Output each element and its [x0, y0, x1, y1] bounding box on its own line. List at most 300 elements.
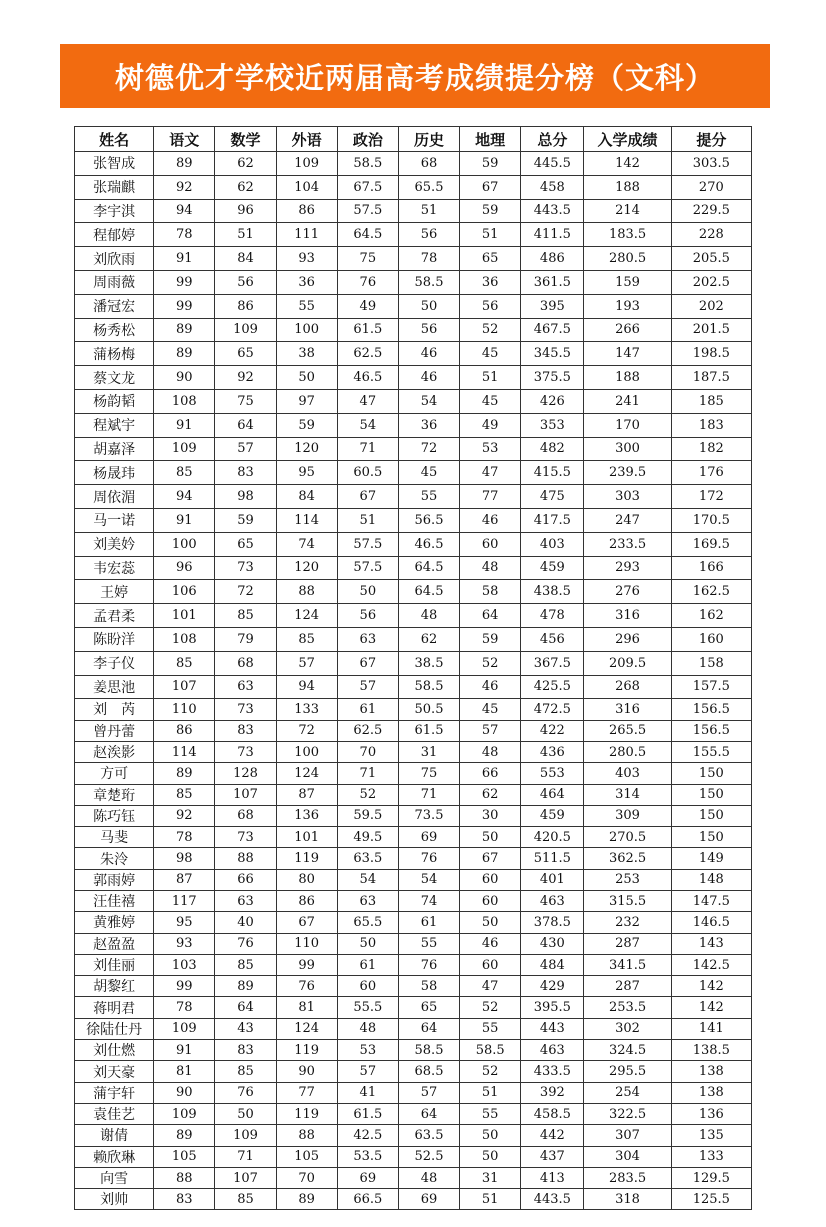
cell-entry-score: 188	[584, 366, 671, 390]
cell-politics: 63	[337, 891, 398, 912]
cell-math: 50	[215, 1103, 276, 1124]
table-row	[75, 1189, 752, 1210]
cell-foreign-language: 111	[276, 223, 337, 247]
cell-geography: 52	[460, 318, 521, 342]
cell-foreign-language: 133	[276, 699, 337, 720]
cell-history: 68.5	[398, 1061, 459, 1082]
cell-politics: 53	[337, 1040, 398, 1061]
cell-entry-score: 268	[584, 675, 671, 699]
cell-chinese: 99	[154, 976, 215, 997]
cell-foreign-language: 109	[276, 152, 337, 176]
cell-name: 刘天豪	[75, 1061, 154, 1082]
cell-history: 61.5	[398, 720, 459, 741]
cell-entry-score: 147	[584, 342, 671, 366]
cell-geography: 52	[460, 651, 521, 675]
cell-math: 71	[215, 1146, 276, 1167]
cell-improvement: 205.5	[671, 247, 751, 271]
cell-math: 76	[215, 1082, 276, 1103]
cell-foreign-language: 104	[276, 175, 337, 199]
cell-total: 463	[521, 891, 584, 912]
table-row	[75, 366, 752, 390]
cell-total: 430	[521, 933, 584, 954]
cell-total: 422	[521, 720, 584, 741]
cell-improvement: 135	[671, 1125, 751, 1146]
cell-entry-score: 239.5	[584, 461, 671, 485]
cell-chinese: 91	[154, 413, 215, 437]
cell-total: 445.5	[521, 152, 584, 176]
cell-improvement: 142	[671, 976, 751, 997]
cell-history: 64.5	[398, 556, 459, 580]
cell-name: 刘欣雨	[75, 247, 154, 271]
cell-foreign-language: 120	[276, 556, 337, 580]
cell-chinese: 99	[154, 270, 215, 294]
cell-improvement: 169.5	[671, 532, 751, 556]
table-row	[75, 1146, 752, 1167]
cell-math: 73	[215, 556, 276, 580]
cell-improvement: 198.5	[671, 342, 751, 366]
cell-name: 程斌宇	[75, 413, 154, 437]
cell-foreign-language: 50	[276, 366, 337, 390]
table-row	[75, 294, 752, 318]
cell-math: 56	[215, 270, 276, 294]
cell-entry-score: 322.5	[584, 1103, 671, 1124]
cell-total: 459	[521, 805, 584, 826]
cell-politics: 41	[337, 1082, 398, 1103]
cell-history: 72	[398, 437, 459, 461]
score-table	[74, 126, 752, 1210]
cell-total: 433.5	[521, 1061, 584, 1082]
cell-improvement: 270	[671, 175, 751, 199]
cell-math: 64	[215, 413, 276, 437]
table-row	[75, 389, 752, 413]
cell-improvement: 138.5	[671, 1040, 751, 1061]
table-header-row	[75, 127, 752, 152]
cell-entry-score: 214	[584, 199, 671, 223]
cell-total: 486	[521, 247, 584, 271]
cell-total: 395.5	[521, 997, 584, 1018]
cell-foreign-language: 87	[276, 784, 337, 805]
cell-foreign-language: 67	[276, 912, 337, 933]
cell-chinese: 78	[154, 827, 215, 848]
cell-entry-score: 254	[584, 1082, 671, 1103]
cell-chinese: 91	[154, 508, 215, 532]
cell-politics: 57.5	[337, 556, 398, 580]
table-row	[75, 763, 752, 784]
cell-chinese: 109	[154, 1103, 215, 1124]
cell-chinese: 105	[154, 1146, 215, 1167]
cell-geography: 53	[460, 437, 521, 461]
page-title: 树德优才学校近两届高考成绩提分榜（文科）	[114, 60, 715, 95]
cell-entry-score: 309	[584, 805, 671, 826]
header-politics: 政治	[337, 127, 398, 152]
cell-chinese: 100	[154, 532, 215, 556]
cell-geography: 52	[460, 1061, 521, 1082]
cell-geography: 62	[460, 784, 521, 805]
cell-entry-score: 280.5	[584, 741, 671, 762]
cell-foreign-language: 77	[276, 1082, 337, 1103]
table-row	[75, 1018, 752, 1039]
cell-math: 64	[215, 997, 276, 1018]
cell-improvement: 150	[671, 827, 751, 848]
cell-total: 463	[521, 1040, 584, 1061]
table-row	[75, 1061, 752, 1082]
cell-geography: 60	[460, 954, 521, 975]
cell-improvement: 162	[671, 604, 751, 628]
cell-geography: 45	[460, 342, 521, 366]
cell-total: 417.5	[521, 508, 584, 532]
cell-name: 孟君柔	[75, 604, 154, 628]
cell-geography: 51	[460, 366, 521, 390]
cell-chinese: 89	[154, 342, 215, 366]
cell-foreign-language: 84	[276, 485, 337, 509]
cell-history: 58	[398, 976, 459, 997]
cell-math: 43	[215, 1018, 276, 1039]
cell-chinese: 89	[154, 1125, 215, 1146]
cell-total: 459	[521, 556, 584, 580]
table-row	[75, 805, 752, 826]
cell-foreign-language: 100	[276, 318, 337, 342]
cell-politics: 71	[337, 437, 398, 461]
cell-entry-score: 193	[584, 294, 671, 318]
table-row	[75, 485, 752, 509]
cell-history: 57	[398, 1082, 459, 1103]
cell-foreign-language: 59	[276, 413, 337, 437]
cell-name: 赵盈盈	[75, 933, 154, 954]
cell-improvement: 133	[671, 1146, 751, 1167]
cell-total: 411.5	[521, 223, 584, 247]
cell-history: 64.5	[398, 580, 459, 604]
cell-improvement: 147.5	[671, 891, 751, 912]
cell-geography: 57	[460, 720, 521, 741]
cell-foreign-language: 89	[276, 1189, 337, 1210]
cell-entry-score: 307	[584, 1125, 671, 1146]
cell-name: 汪佳禧	[75, 891, 154, 912]
cell-entry-score: 183.5	[584, 223, 671, 247]
cell-improvement: 228	[671, 223, 751, 247]
cell-name: 韦宏蕊	[75, 556, 154, 580]
cell-name: 李子仪	[75, 651, 154, 675]
cell-politics: 62.5	[337, 720, 398, 741]
header-total: 总分	[521, 127, 584, 152]
cell-entry-score: 314	[584, 784, 671, 805]
cell-entry-score: 209.5	[584, 651, 671, 675]
cell-chinese: 92	[154, 805, 215, 826]
cell-total: 443.5	[521, 1189, 584, 1210]
cell-name: 李宇淇	[75, 199, 154, 223]
cell-chinese: 85	[154, 651, 215, 675]
cell-math: 62	[215, 175, 276, 199]
table-row	[75, 1103, 752, 1124]
cell-total: 392	[521, 1082, 584, 1103]
cell-foreign-language: 101	[276, 827, 337, 848]
cell-entry-score: 232	[584, 912, 671, 933]
cell-chinese: 78	[154, 997, 215, 1018]
cell-history: 58.5	[398, 675, 459, 699]
cell-entry-score: 266	[584, 318, 671, 342]
cell-math: 62	[215, 152, 276, 176]
cell-geography: 49	[460, 413, 521, 437]
cell-geography: 64	[460, 604, 521, 628]
cell-name: 程郁婷	[75, 223, 154, 247]
cell-history: 64	[398, 1103, 459, 1124]
cell-math: 128	[215, 763, 276, 784]
cell-chinese: 103	[154, 954, 215, 975]
cell-chinese: 109	[154, 437, 215, 461]
header-name: 姓名	[75, 127, 154, 152]
cell-math: 85	[215, 1189, 276, 1210]
cell-foreign-language: 38	[276, 342, 337, 366]
cell-total: 415.5	[521, 461, 584, 485]
cell-politics: 46.5	[337, 366, 398, 390]
cell-geography: 58.5	[460, 1040, 521, 1061]
cell-foreign-language: 55	[276, 294, 337, 318]
cell-geography: 55	[460, 1018, 521, 1039]
cell-entry-score: 293	[584, 556, 671, 580]
cell-politics: 49.5	[337, 827, 398, 848]
cell-foreign-language: 70	[276, 1167, 337, 1188]
table-row	[75, 1167, 752, 1188]
cell-entry-score: 341.5	[584, 954, 671, 975]
cell-foreign-language: 99	[276, 954, 337, 975]
cell-geography: 60	[460, 891, 521, 912]
cell-entry-score: 159	[584, 270, 671, 294]
cell-chinese: 110	[154, 699, 215, 720]
cell-math: 73	[215, 741, 276, 762]
cell-politics: 61	[337, 699, 398, 720]
cell-geography: 45	[460, 699, 521, 720]
cell-math: 57	[215, 437, 276, 461]
cell-entry-score: 233.5	[584, 532, 671, 556]
cell-improvement: 157.5	[671, 675, 751, 699]
cell-math: 92	[215, 366, 276, 390]
cell-chinese: 81	[154, 1061, 215, 1082]
cell-improvement: 150	[671, 763, 751, 784]
cell-geography: 46	[460, 933, 521, 954]
cell-name: 黄雅婷	[75, 912, 154, 933]
cell-history: 76	[398, 848, 459, 869]
cell-entry-score: 315.5	[584, 891, 671, 912]
table-row	[75, 437, 752, 461]
cell-history: 52.5	[398, 1146, 459, 1167]
cell-geography: 48	[460, 556, 521, 580]
cell-total: 443	[521, 1018, 584, 1039]
table-row	[75, 1082, 752, 1103]
cell-name: 郭雨婷	[75, 869, 154, 890]
cell-total: 436	[521, 741, 584, 762]
cell-total: 484	[521, 954, 584, 975]
cell-foreign-language: 124	[276, 1018, 337, 1039]
header-entry-score: 入学成绩	[584, 127, 671, 152]
cell-politics: 49	[337, 294, 398, 318]
cell-math: 73	[215, 827, 276, 848]
table-row	[75, 912, 752, 933]
cell-foreign-language: 119	[276, 1040, 337, 1061]
cell-math: 109	[215, 318, 276, 342]
cell-total: 413	[521, 1167, 584, 1188]
cell-math: 63	[215, 675, 276, 699]
cell-improvement: 170.5	[671, 508, 751, 532]
cell-foreign-language: 80	[276, 869, 337, 890]
cell-politics: 66.5	[337, 1189, 398, 1210]
cell-history: 56.5	[398, 508, 459, 532]
cell-math: 85	[215, 1061, 276, 1082]
cell-geography: 56	[460, 294, 521, 318]
cell-total: 458	[521, 175, 584, 199]
cell-entry-score: 316	[584, 699, 671, 720]
cell-politics: 62.5	[337, 342, 398, 366]
cell-history: 65.5	[398, 175, 459, 199]
table-row	[75, 976, 752, 997]
cell-chinese: 88	[154, 1167, 215, 1188]
cell-math: 88	[215, 848, 276, 869]
cell-politics: 61.5	[337, 1103, 398, 1124]
header-foreign-language: 外语	[276, 127, 337, 152]
cell-name: 周雨薇	[75, 270, 154, 294]
cell-history: 51	[398, 199, 459, 223]
cell-name: 蒲杨梅	[75, 342, 154, 366]
cell-foreign-language: 86	[276, 891, 337, 912]
cell-total: 420.5	[521, 827, 584, 848]
cell-foreign-language: 94	[276, 675, 337, 699]
cell-chinese: 93	[154, 933, 215, 954]
score-table-container	[74, 126, 752, 1210]
table-row	[75, 869, 752, 890]
cell-foreign-language: 81	[276, 997, 337, 1018]
cell-improvement: 183	[671, 413, 751, 437]
cell-total: 467.5	[521, 318, 584, 342]
cell-politics: 52	[337, 784, 398, 805]
cell-geography: 50	[460, 912, 521, 933]
cell-chinese: 101	[154, 604, 215, 628]
cell-math: 59	[215, 508, 276, 532]
cell-math: 85	[215, 954, 276, 975]
cell-politics: 56	[337, 604, 398, 628]
cell-politics: 60.5	[337, 461, 398, 485]
cell-total: 464	[521, 784, 584, 805]
cell-history: 74	[398, 891, 459, 912]
cell-chinese: 90	[154, 1082, 215, 1103]
cell-total: 361.5	[521, 270, 584, 294]
cell-chinese: 117	[154, 891, 215, 912]
table-row	[75, 604, 752, 628]
cell-entry-score: 302	[584, 1018, 671, 1039]
cell-math: 51	[215, 223, 276, 247]
cell-name: 周依湄	[75, 485, 154, 509]
cell-improvement: 303.5	[671, 152, 751, 176]
cell-math: 107	[215, 784, 276, 805]
cell-politics: 76	[337, 270, 398, 294]
cell-history: 69	[398, 1189, 459, 1210]
cell-total: 475	[521, 485, 584, 509]
cell-chinese: 107	[154, 675, 215, 699]
cell-chinese: 99	[154, 294, 215, 318]
table-row	[75, 175, 752, 199]
cell-entry-score: 316	[584, 604, 671, 628]
cell-improvement: 229.5	[671, 199, 751, 223]
cell-math: 73	[215, 699, 276, 720]
cell-entry-score: 287	[584, 933, 671, 954]
cell-name: 刘佳丽	[75, 954, 154, 975]
cell-chinese: 94	[154, 199, 215, 223]
cell-chinese: 108	[154, 389, 215, 413]
cell-entry-score: 170	[584, 413, 671, 437]
cell-total: 367.5	[521, 651, 584, 675]
cell-politics: 57	[337, 1061, 398, 1082]
cell-geography: 47	[460, 461, 521, 485]
cell-politics: 54	[337, 413, 398, 437]
cell-politics: 42.5	[337, 1125, 398, 1146]
cell-improvement: 138	[671, 1082, 751, 1103]
cell-geography: 36	[460, 270, 521, 294]
cell-history: 75	[398, 763, 459, 784]
header-history: 历史	[398, 127, 459, 152]
cell-foreign-language: 124	[276, 604, 337, 628]
cell-entry-score: 253	[584, 869, 671, 890]
page-title-banner	[60, 44, 770, 108]
cell-improvement: 156.5	[671, 699, 751, 720]
cell-name: 杨晟玮	[75, 461, 154, 485]
cell-math: 96	[215, 199, 276, 223]
cell-history: 68	[398, 152, 459, 176]
cell-name: 杨秀松	[75, 318, 154, 342]
cell-math: 65	[215, 342, 276, 366]
cell-chinese: 85	[154, 461, 215, 485]
cell-geography: 66	[460, 763, 521, 784]
cell-entry-score: 247	[584, 508, 671, 532]
cell-chinese: 89	[154, 152, 215, 176]
cell-improvement: 129.5	[671, 1167, 751, 1188]
cell-foreign-language: 95	[276, 461, 337, 485]
cell-geography: 67	[460, 175, 521, 199]
cell-math: 68	[215, 805, 276, 826]
cell-politics: 59.5	[337, 805, 398, 826]
cell-politics: 51	[337, 508, 398, 532]
table-row	[75, 532, 752, 556]
cell-geography: 58	[460, 580, 521, 604]
table-row	[75, 720, 752, 741]
cell-geography: 50	[460, 827, 521, 848]
cell-foreign-language: 90	[276, 1061, 337, 1082]
cell-history: 56	[398, 223, 459, 247]
cell-chinese: 87	[154, 869, 215, 890]
cell-math: 98	[215, 485, 276, 509]
cell-politics: 57.5	[337, 199, 398, 223]
cell-total: 458.5	[521, 1103, 584, 1124]
cell-history: 63.5	[398, 1125, 459, 1146]
cell-geography: 59	[460, 152, 521, 176]
cell-history: 45	[398, 461, 459, 485]
cell-entry-score: 241	[584, 389, 671, 413]
cell-foreign-language: 97	[276, 389, 337, 413]
cell-geography: 59	[460, 627, 521, 651]
cell-foreign-language: 88	[276, 1125, 337, 1146]
cell-politics: 65.5	[337, 912, 398, 933]
cell-history: 36	[398, 413, 459, 437]
cell-math: 83	[215, 461, 276, 485]
cell-foreign-language: 114	[276, 508, 337, 532]
cell-foreign-language: 119	[276, 1103, 337, 1124]
cell-geography: 51	[460, 1082, 521, 1103]
cell-chinese: 85	[154, 784, 215, 805]
cell-name: 张瑞麒	[75, 175, 154, 199]
cell-total: 443.5	[521, 199, 584, 223]
cell-name: 刘帅	[75, 1189, 154, 1210]
cell-improvement: 143	[671, 933, 751, 954]
cell-politics: 47	[337, 389, 398, 413]
cell-geography: 59	[460, 199, 521, 223]
cell-politics: 53.5	[337, 1146, 398, 1167]
header-geography: 地理	[460, 127, 521, 152]
